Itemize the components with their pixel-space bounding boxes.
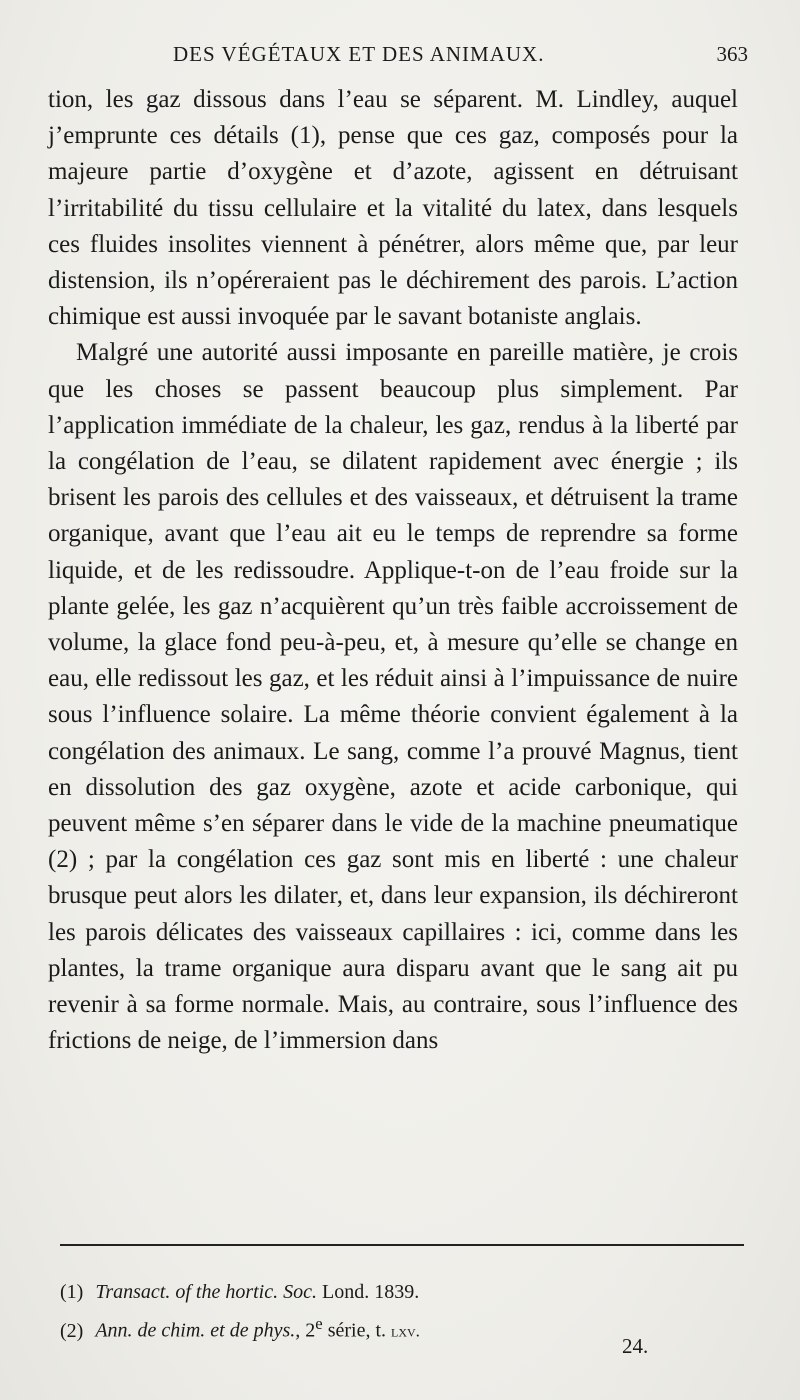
footnote-source-title: Transact. of the hortic. Soc.	[95, 1281, 317, 1303]
signature-mark: 24.	[622, 1334, 649, 1358]
paragraph-continuation: tion, les gaz dissous dans l’eau se séparent. M. Lindley, auquel j’emprunte ces détails (1), pense que ces gaz, composés pour la majeure partie d’oxygène et d’azote, agissent en détruisant l’irritabilité du tissu cellulaire et la vitalité du latex, dans lesquels ces fluides insolites viennent à pénétrer, alors même que, par leur distension, ils n’opéreraient pas le déchirement des parois. L’action chimique est aussi invoquée par le savant botaniste anglais.	[48, 86, 738, 331]
footnote-series-superscript: e	[315, 1314, 323, 1333]
page-header	[48, 40, 748, 80]
footnote-mark: (2)	[60, 1319, 84, 1342]
footnote-source-title: Ann. de chim. et de phys.,	[95, 1319, 301, 1342]
footnote-1	[60, 1276, 740, 1308]
footnote-source-detail: Lond. 1839.	[322, 1281, 420, 1303]
paragraph-malgre: Malgré une autorité aussi imposante en pareille matière, je crois que les choses se passent beaucoup plus simplement. Par l’application immédiate de la chaleur, les gaz, rendus à la liberté par la congélation de l’eau, se dilatent rapidement avec énergie ; ils brisent les parois des cellules et des vaisseaux, et détruisent la trame organique, avant que l’eau ait eu le temps de reprendre sa forme liquide, et de les redissoudre. Applique-t-on de l’eau froide sur la plante gelée, les gaz n’acquièrent qu’un très faible accroissement de volume, la glace fond peu-à-peu, et, à mesure qu’elle se change en eau, elle redissout les gaz, et les réduit ainsi à l’impuissance de nuire sous l’influence solaire. La même théorie convient également à la congélation des animaux. Le sang, comme l’a prouvé Magnus, tient en dissolution des gaz oxygène, azote et acide carbonique, qui peuvent même s’en séparer dans le vide de la machine pneumatique (2) ; par la congélation ces gaz sont mis en liberté : une chaleur brusque peut alors les dilater, et, dans leur expansion, ils déchireront les parois délicates des vaisseaux capillaires : ici, comme dans les plantes, la trame organique aura disparu avant que le sang ait pu revenir à sa forme normale. Mais, au contraire, sous l’influence des frictions de neige, de l’immersion dans	[48, 339, 738, 1055]
body-text	[48, 82, 738, 1059]
running-head: DES VÉGÉTAUX ET DES ANIMAUX.	[173, 42, 545, 66]
footnote-volume: lxv.	[391, 1321, 420, 1341]
footnote-rule	[60, 1244, 744, 1246]
footnote-mark: (1)	[60, 1281, 84, 1303]
page-number: 363	[716, 42, 748, 66]
footnote-series-word: série, t.	[327, 1319, 386, 1342]
footnote-series-number: 2	[305, 1319, 316, 1342]
